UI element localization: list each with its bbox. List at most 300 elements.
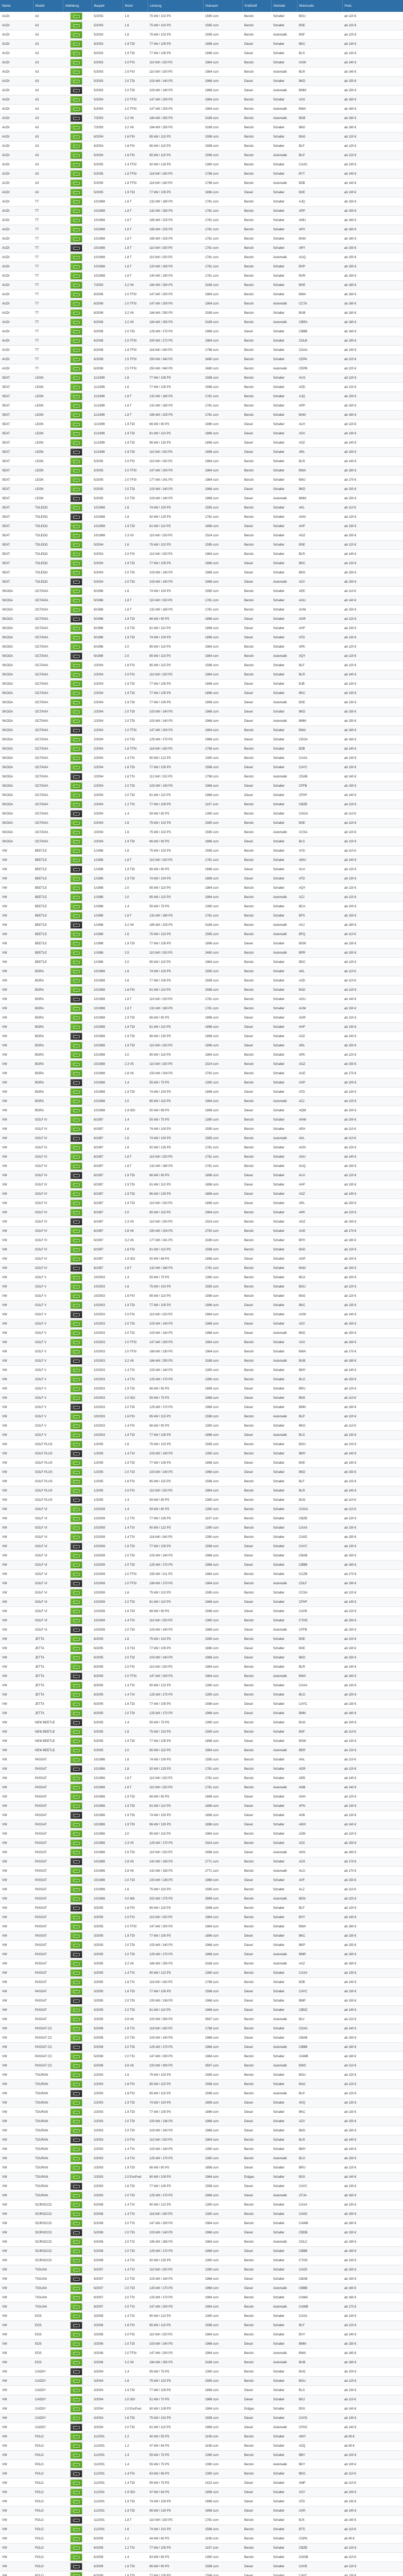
car-image-icon[interactable]	[70, 2526, 82, 2533]
table-row[interactable]	[0, 346, 403, 355]
car-image-icon[interactable]	[70, 142, 82, 150]
table-row[interactable]	[0, 2506, 403, 2516]
table-row[interactable]	[0, 466, 403, 476]
car-image-icon[interactable]	[70, 244, 82, 252]
table-row[interactable]	[0, 1931, 403, 1941]
car-image-icon[interactable]	[70, 949, 82, 957]
table-row[interactable]	[0, 1171, 403, 1180]
car-image-icon[interactable]	[70, 2108, 82, 2116]
table-row[interactable]	[0, 244, 403, 253]
table-row[interactable]	[0, 1635, 403, 1644]
table-row[interactable]	[0, 1125, 403, 1134]
car-image-icon[interactable]	[70, 578, 82, 586]
car-image-icon[interactable]	[70, 2275, 82, 2283]
car-image-icon[interactable]	[70, 912, 82, 920]
car-image-icon[interactable]	[70, 2303, 82, 2311]
table-row[interactable]	[0, 921, 403, 930]
table-row[interactable]	[0, 559, 403, 568]
table-row[interactable]	[0, 1811, 403, 1820]
table-row[interactable]	[0, 77, 403, 86]
car-image-icon[interactable]	[70, 1886, 82, 1893]
car-image-icon[interactable]	[70, 402, 82, 410]
table-row[interactable]	[0, 2024, 403, 2033]
car-image-icon[interactable]	[70, 1580, 82, 1587]
car-image-icon[interactable]	[70, 903, 82, 910]
table-row[interactable]	[0, 1060, 403, 1069]
table-row[interactable]	[0, 1245, 403, 1255]
table-row[interactable]	[0, 1894, 403, 1904]
car-image-icon[interactable]	[70, 930, 82, 938]
car-image-icon[interactable]	[70, 884, 82, 892]
table-row[interactable]	[0, 2377, 403, 2386]
car-image-icon[interactable]	[70, 1784, 82, 1791]
table-row[interactable]	[0, 160, 403, 170]
car-image-icon[interactable]	[70, 1060, 82, 1068]
table-row[interactable]	[0, 2404, 403, 2414]
table-row[interactable]	[0, 809, 403, 819]
car-image-icon[interactable]	[70, 2442, 82, 2450]
car-image-icon[interactable]	[70, 1431, 82, 1439]
table-row[interactable]	[0, 86, 403, 95]
car-image-icon[interactable]	[70, 1997, 82, 2005]
car-image-icon[interactable]	[70, 2433, 82, 2441]
table-row[interactable]	[0, 1709, 403, 1718]
table-row[interactable]	[0, 1486, 403, 1496]
table-row[interactable]	[0, 374, 403, 383]
table-row[interactable]	[0, 772, 403, 782]
table-row[interactable]	[0, 2043, 403, 2052]
table-row[interactable]	[0, 717, 403, 726]
car-image-icon[interactable]	[70, 1737, 82, 1745]
car-image-icon[interactable]	[70, 1663, 82, 1671]
table-row[interactable]	[0, 2497, 403, 2506]
table-row[interactable]	[0, 680, 403, 689]
car-image-icon[interactable]	[70, 2071, 82, 2079]
table-row[interactable]	[0, 726, 403, 735]
table-row[interactable]	[0, 1190, 403, 1199]
car-image-icon[interactable]	[70, 754, 82, 762]
car-image-icon[interactable]	[70, 1654, 82, 1662]
table-row[interactable]	[0, 782, 403, 791]
car-image-icon[interactable]	[70, 560, 82, 567]
car-image-icon[interactable]	[70, 2479, 82, 2487]
table-row[interactable]	[0, 550, 403, 559]
car-image-icon[interactable]	[70, 2015, 82, 2023]
car-image-icon[interactable]	[70, 634, 82, 641]
car-image-icon[interactable]	[70, 2544, 82, 2552]
car-image-icon[interactable]	[70, 1005, 82, 1012]
table-row[interactable]	[0, 355, 403, 364]
table-row[interactable]	[0, 2340, 403, 2349]
car-image-icon[interactable]	[70, 2238, 82, 2246]
table-row[interactable]	[0, 1802, 403, 1811]
table-row[interactable]	[0, 2061, 403, 2071]
car-image-icon[interactable]	[70, 1988, 82, 1995]
car-image-icon[interactable]	[70, 1682, 82, 1689]
table-row[interactable]	[0, 884, 403, 893]
table-row[interactable]	[0, 1153, 403, 1162]
car-image-icon[interactable]	[70, 2192, 82, 2199]
table-row[interactable]	[0, 2238, 403, 2247]
car-image-icon[interactable]	[70, 2498, 82, 2505]
car-image-icon[interactable]	[70, 68, 82, 76]
table-row[interactable]	[0, 976, 403, 986]
table-row[interactable]	[0, 1885, 403, 1894]
column-header[interactable]: Preis	[342, 0, 403, 12]
table-row[interactable]	[0, 114, 403, 123]
table-row[interactable]	[0, 1440, 403, 1449]
car-image-icon[interactable]	[70, 272, 82, 280]
table-row[interactable]	[0, 309, 403, 318]
table-row[interactable]	[0, 253, 403, 262]
car-image-icon[interactable]	[70, 1468, 82, 1476]
car-image-icon[interactable]	[70, 1895, 82, 1903]
table-row[interactable]	[0, 2358, 403, 2367]
table-row[interactable]	[0, 2386, 403, 2395]
car-image-icon[interactable]	[70, 77, 82, 85]
table-row[interactable]	[0, 1459, 403, 1468]
table-row[interactable]	[0, 225, 403, 234]
column-header[interactable]: Hubraum	[203, 0, 242, 12]
car-image-icon[interactable]	[70, 1849, 82, 1856]
table-row[interactable]	[0, 698, 403, 707]
car-image-icon[interactable]	[70, 2414, 82, 2422]
table-row[interactable]	[0, 1996, 403, 2006]
table-row[interactable]	[0, 744, 403, 754]
table-row[interactable]	[0, 1598, 403, 1607]
car-image-icon[interactable]	[70, 1153, 82, 1161]
table-row[interactable]	[0, 1848, 403, 1857]
car-image-icon[interactable]	[70, 1543, 82, 1550]
car-image-icon[interactable]	[70, 1051, 82, 1059]
car-image-icon[interactable]	[70, 2424, 82, 2431]
car-image-icon[interactable]	[70, 40, 82, 48]
car-image-icon[interactable]	[70, 2312, 82, 2320]
car-image-icon[interactable]	[70, 189, 82, 196]
car-image-icon[interactable]	[70, 1589, 82, 1597]
table-row[interactable]	[0, 179, 403, 188]
car-image-icon[interactable]	[70, 764, 82, 771]
car-image-icon[interactable]	[70, 1366, 82, 1374]
table-row[interactable]	[0, 1820, 403, 1829]
table-row[interactable]	[0, 2071, 403, 2080]
table-row[interactable]	[0, 596, 403, 605]
car-image-icon[interactable]	[70, 1969, 82, 1977]
car-image-icon[interactable]	[70, 1496, 82, 1504]
table-row[interactable]	[0, 791, 403, 800]
table-row[interactable]	[0, 1904, 403, 1913]
table-row[interactable]	[0, 754, 403, 763]
table-row[interactable]	[0, 170, 403, 179]
car-image-icon[interactable]	[70, 2451, 82, 2459]
car-image-icon[interactable]	[70, 1329, 82, 1337]
car-image-icon[interactable]	[70, 2488, 82, 2496]
car-image-icon[interactable]	[70, 133, 82, 141]
table-row[interactable]	[0, 1783, 403, 1792]
car-image-icon[interactable]	[70, 1042, 82, 1049]
table-row[interactable]	[0, 1199, 403, 1208]
table-row[interactable]	[0, 958, 403, 967]
car-image-icon[interactable]	[70, 31, 82, 39]
car-image-icon[interactable]	[70, 1774, 82, 1782]
car-image-icon[interactable]	[70, 986, 82, 994]
car-image-icon[interactable]	[70, 467, 82, 474]
table-row[interactable]	[0, 485, 403, 494]
car-image-icon[interactable]	[70, 1830, 82, 1838]
car-image-icon[interactable]	[70, 485, 82, 493]
table-row[interactable]	[0, 605, 403, 615]
table-row[interactable]	[0, 401, 403, 411]
table-row[interactable]	[0, 2163, 403, 2173]
table-row[interactable]	[0, 1468, 403, 1477]
car-image-icon[interactable]	[70, 1728, 82, 1736]
table-row[interactable]	[0, 1663, 403, 1672]
table-row[interactable]	[0, 2182, 403, 2191]
table-row[interactable]	[0, 1579, 403, 1588]
table-row[interactable]	[0, 1561, 403, 1570]
table-row[interactable]	[0, 494, 403, 503]
table-row[interactable]	[0, 874, 403, 884]
table-row[interactable]	[0, 1765, 403, 1774]
table-row[interactable]	[0, 587, 403, 596]
table-row[interactable]	[0, 1050, 403, 1060]
car-image-icon[interactable]	[70, 1209, 82, 1216]
car-image-icon[interactable]	[70, 179, 82, 187]
table-row[interactable]	[0, 1533, 403, 1542]
column-header[interactable]: Getriebe	[271, 0, 297, 12]
car-image-icon[interactable]	[70, 1793, 82, 1801]
car-image-icon[interactable]	[70, 1811, 82, 1819]
car-image-icon[interactable]	[70, 1802, 82, 1810]
table-row[interactable]	[0, 438, 403, 448]
car-image-icon[interactable]	[70, 550, 82, 558]
car-image-icon[interactable]	[70, 1023, 82, 1031]
table-row[interactable]	[0, 1357, 403, 1366]
table-row[interactable]	[0, 123, 403, 132]
table-row[interactable]	[0, 2423, 403, 2432]
table-row[interactable]	[0, 2052, 403, 2061]
table-row[interactable]	[0, 1013, 403, 1023]
car-image-icon[interactable]	[70, 2572, 82, 2576]
table-row[interactable]	[0, 2089, 403, 2098]
car-image-icon[interactable]	[70, 439, 82, 447]
table-row[interactable]	[0, 578, 403, 587]
table-row[interactable]	[0, 2321, 403, 2330]
car-image-icon[interactable]	[70, 569, 82, 577]
car-image-icon[interactable]	[70, 2062, 82, 2070]
table-row[interactable]	[0, 1338, 403, 1347]
table-row[interactable]	[0, 299, 403, 309]
table-row[interactable]	[0, 828, 403, 837]
car-image-icon[interactable]	[70, 1626, 82, 1634]
table-row[interactable]	[0, 1978, 403, 1987]
table-row[interactable]	[0, 1774, 403, 1783]
table-row[interactable]	[0, 911, 403, 921]
car-image-icon[interactable]	[70, 1598, 82, 1606]
car-image-icon[interactable]	[70, 1292, 82, 1300]
table-row[interactable]	[0, 1839, 403, 1848]
table-row[interactable]	[0, 1069, 403, 1078]
car-image-icon[interactable]	[70, 1320, 82, 1328]
car-image-icon[interactable]	[70, 828, 82, 836]
car-image-icon[interactable]	[70, 940, 82, 947]
table-row[interactable]	[0, 1607, 403, 1616]
table-row[interactable]	[0, 2302, 403, 2312]
table-row[interactable]	[0, 948, 403, 958]
table-row[interactable]	[0, 1496, 403, 1505]
car-image-icon[interactable]	[70, 1913, 82, 1921]
table-row[interactable]	[0, 846, 403, 856]
car-image-icon[interactable]	[70, 346, 82, 354]
car-image-icon[interactable]	[70, 2145, 82, 2153]
car-image-icon[interactable]	[70, 541, 82, 549]
table-row[interactable]	[0, 986, 403, 995]
table-row[interactable]	[0, 1588, 403, 1598]
table-row[interactable]	[0, 522, 403, 531]
car-image-icon[interactable]	[70, 87, 82, 94]
car-image-icon[interactable]	[70, 2321, 82, 2329]
car-image-icon[interactable]	[70, 717, 82, 725]
car-image-icon[interactable]	[70, 1858, 82, 1866]
table-row[interactable]	[0, 1950, 403, 1959]
table-row[interactable]	[0, 2525, 403, 2534]
table-row[interactable]	[0, 540, 403, 550]
car-image-icon[interactable]	[70, 198, 82, 206]
car-image-icon[interactable]	[70, 1070, 82, 1077]
table-row[interactable]	[0, 1959, 403, 1969]
car-image-icon[interactable]	[70, 1951, 82, 1958]
table-row[interactable]	[0, 2265, 403, 2275]
car-image-icon[interactable]	[70, 819, 82, 827]
table-row[interactable]	[0, 197, 403, 207]
car-image-icon[interactable]	[70, 773, 82, 781]
car-image-icon[interactable]	[70, 114, 82, 122]
car-image-icon[interactable]	[70, 281, 82, 289]
car-image-icon[interactable]	[70, 1839, 82, 1847]
table-row[interactable]	[0, 448, 403, 457]
car-image-icon[interactable]	[70, 2006, 82, 2014]
car-image-icon[interactable]	[70, 1709, 82, 1717]
table-row[interactable]	[0, 1857, 403, 1867]
car-image-icon[interactable]	[70, 624, 82, 632]
table-row[interactable]	[0, 2544, 403, 2553]
table-row[interactable]	[0, 1004, 403, 1013]
car-image-icon[interactable]	[70, 1756, 82, 1764]
car-image-icon[interactable]	[70, 2461, 82, 2468]
car-image-icon[interactable]	[70, 300, 82, 308]
table-row[interactable]	[0, 1078, 403, 1088]
table-row[interactable]	[0, 1644, 403, 1653]
table-row[interactable]	[0, 1523, 403, 1533]
car-image-icon[interactable]	[70, 968, 82, 975]
table-row[interactable]	[0, 2395, 403, 2404]
car-image-icon[interactable]	[70, 96, 82, 104]
car-image-icon[interactable]	[70, 791, 82, 799]
table-row[interactable]	[0, 1217, 403, 1227]
table-row[interactable]	[0, 865, 403, 874]
table-row[interactable]	[0, 1681, 403, 1690]
table-row[interactable]	[0, 939, 403, 948]
table-row[interactable]	[0, 95, 403, 105]
car-image-icon[interactable]	[70, 1236, 82, 1244]
car-image-icon[interactable]	[70, 1867, 82, 1875]
car-image-icon[interactable]	[70, 1107, 82, 1114]
table-row[interactable]	[0, 1653, 403, 1663]
car-image-icon[interactable]	[70, 170, 82, 178]
table-row[interactable]	[0, 1746, 403, 1755]
column-header[interactable]: Modell	[33, 0, 63, 12]
table-row[interactable]	[0, 49, 403, 58]
car-image-icon[interactable]	[70, 1533, 82, 1541]
car-image-icon[interactable]	[70, 995, 82, 1003]
car-image-icon[interactable]	[70, 782, 82, 790]
table-row[interactable]	[0, 2006, 403, 2015]
car-image-icon[interactable]	[70, 2516, 82, 2524]
car-image-icon[interactable]	[70, 2368, 82, 2376]
car-image-icon[interactable]	[70, 337, 82, 345]
car-image-icon[interactable]	[70, 476, 82, 484]
table-row[interactable]	[0, 1551, 403, 1561]
car-image-icon[interactable]	[70, 1088, 82, 1096]
car-image-icon[interactable]	[70, 105, 82, 113]
car-image-icon[interactable]	[70, 866, 82, 873]
column-header[interactable]: Motorcode	[297, 0, 342, 12]
car-image-icon[interactable]	[70, 1190, 82, 1198]
table-row[interactable]	[0, 30, 403, 40]
table-row[interactable]	[0, 2330, 403, 2340]
table-row[interactable]	[0, 1088, 403, 1097]
car-image-icon[interactable]	[70, 1487, 82, 1495]
car-image-icon[interactable]	[70, 1617, 82, 1624]
car-image-icon[interactable]	[70, 1274, 82, 1281]
car-image-icon[interactable]	[70, 671, 82, 679]
car-image-icon[interactable]	[70, 643, 82, 651]
table-row[interactable]	[0, 661, 403, 670]
car-image-icon[interactable]	[70, 1014, 82, 1022]
table-row[interactable]	[0, 2145, 403, 2154]
table-row[interactable]	[0, 1310, 403, 1319]
car-image-icon[interactable]	[70, 1422, 82, 1430]
car-image-icon[interactable]	[70, 2563, 82, 2570]
table-row[interactable]	[0, 2033, 403, 2043]
table-row[interactable]	[0, 1273, 403, 1282]
table-row[interactable]	[0, 2293, 403, 2302]
table-row[interactable]	[0, 856, 403, 865]
car-image-icon[interactable]	[70, 2173, 82, 2181]
table-row[interactable]	[0, 1867, 403, 1876]
table-row[interactable]	[0, 2247, 403, 2256]
car-image-icon[interactable]	[70, 309, 82, 317]
table-row[interactable]	[0, 837, 403, 846]
car-image-icon[interactable]	[70, 2099, 82, 2107]
car-image-icon[interactable]	[70, 1719, 82, 1726]
table-row[interactable]	[0, 1384, 403, 1394]
car-image-icon[interactable]	[70, 1876, 82, 1884]
table-row[interactable]	[0, 1180, 403, 1190]
table-row[interactable]	[0, 1208, 403, 1217]
table-row[interactable]	[0, 327, 403, 336]
table-row[interactable]	[0, 967, 403, 976]
car-image-icon[interactable]	[70, 1821, 82, 1828]
car-image-icon[interactable]	[70, 1376, 82, 1383]
table-row[interactable]	[0, 1625, 403, 1635]
car-image-icon[interactable]	[70, 1357, 82, 1365]
car-image-icon[interactable]	[70, 2080, 82, 2088]
car-image-icon[interactable]	[70, 1283, 82, 1291]
table-row[interactable]	[0, 2367, 403, 2377]
column-header[interactable]: Leistung	[147, 0, 203, 12]
car-image-icon[interactable]	[70, 2340, 82, 2348]
